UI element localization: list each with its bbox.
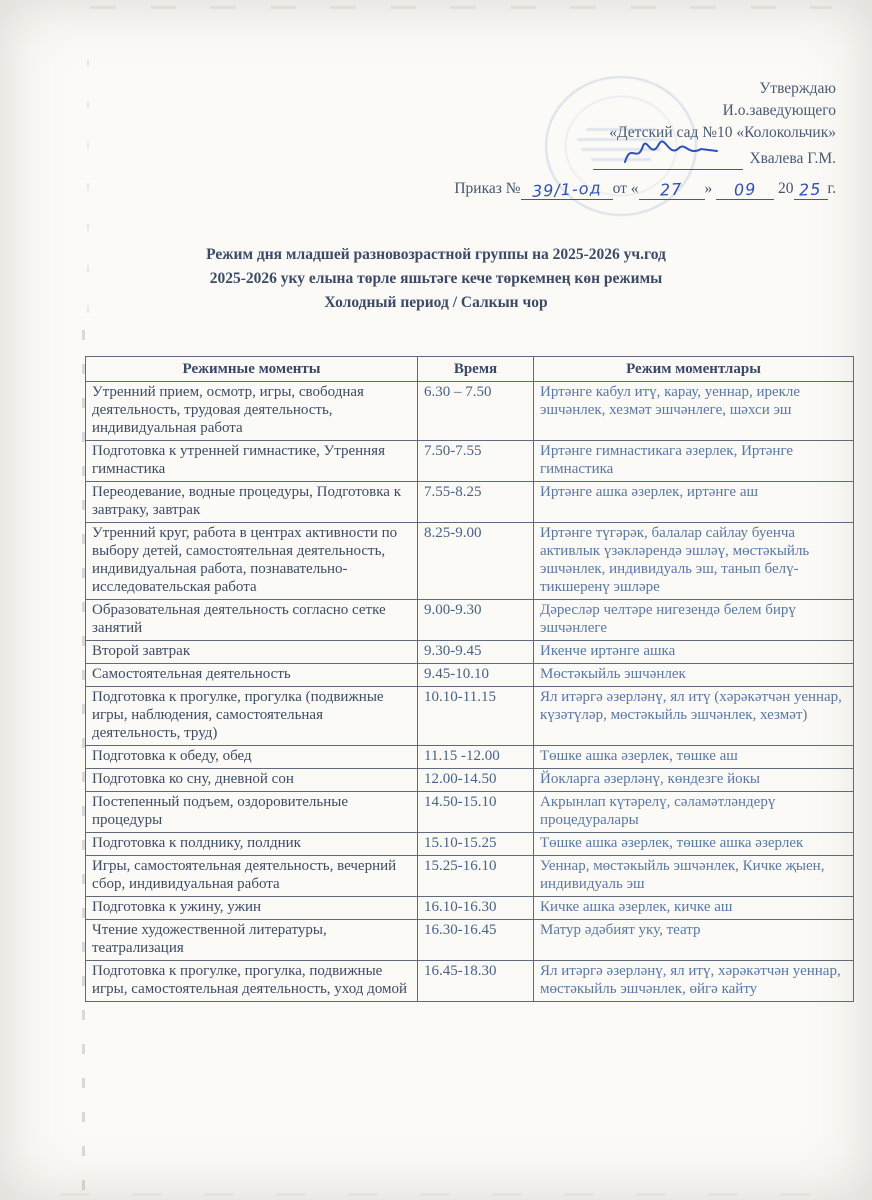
daily-schedule-table [85,356,854,1002]
time-cell: 9.30-9.45 [418,641,534,664]
approval-block [454,78,836,200]
signature-line [454,148,836,170]
order-ot: от « [612,180,639,197]
time-cell: 16.10-16.30 [418,897,534,920]
tatar-cell: Икенче иртәнге ашка [534,641,854,664]
time-cell: 11.15 -12.00 [418,746,534,769]
signature-blank [593,150,743,170]
time-cell: 9.00-9.30 [418,600,534,641]
header-activities: Режимные моменты [86,357,418,382]
time-cell: 6.30 – 7.50 [418,382,534,441]
table-row [86,856,854,897]
tatar-cell: Иртәнге гимнастикага әзерлек, Иртәнге гимнастика [534,441,854,482]
tatar-cell: Уеннар, мөстәкыйль эшчәнлек, Кичке җыен, индивидуаль эш [534,856,854,897]
schedule-table-body [86,382,854,1002]
activity-cell: Чтение художественной литературы, театрализация [86,920,418,961]
document-title [60,243,812,315]
time-cell: 7.55-8.25 [418,482,534,523]
activity-cell: Подготовка к ужину, ужин [86,897,418,920]
activity-cell: Утренний прием, осмотр, игры, свободная деятельность, трудовая деятельность, индивидуальная работа [86,382,418,441]
title-line-3: Холодный период / Салкын чор [324,294,548,311]
table-row [86,523,854,600]
time-cell: 16.45-18.30 [418,961,534,1002]
table-row [86,897,854,920]
tatar-cell: Мөстәкыйль эшчәнлек [534,664,854,687]
time-cell: 15.10-15.25 [418,833,534,856]
table-row [86,600,854,641]
tatar-cell: Иртәнге кабул итү, карау, уеннар, ирекле эшчәнлек, хезмәт эшчәнлеге, шәхси эш [534,382,854,441]
title-line-1: Режим дня младшей разновозрастной группы на 2025-2026 уч.год [206,246,666,263]
activity-cell: Второй завтрак [86,641,418,664]
order-suffix: г. [827,180,836,197]
tatar-cell: Матур әдәбият уку, театр [534,920,854,961]
order-prefix: Приказ № [454,180,521,197]
tatar-cell: Иртәнге түгәрәк, балалар сайлау буенча активлык үзәкләрендә эшләү, мөстәкыйль эшчәнлек, индивидуаль эш, танып белү-тикшеренү эшләре [534,523,854,600]
table-row [86,961,854,1002]
order-close-quote: » [704,180,713,197]
table-header-row [86,357,854,382]
tatar-cell: Ял итәргә әзерләнү, ял итү, хәрәкәтчән уеннар, мөстәкыйль эшчәнлек, өйгә кайту [534,961,854,1002]
organization-name: «Детский сад №10 «Колокольчик» [609,124,836,141]
approver-position: И.о.заведующего [722,102,836,119]
time-cell: 8.25-9.00 [418,523,534,600]
table-row [86,664,854,687]
order-number-handwritten: 39/1-од [531,178,602,201]
activity-cell: Игры, самостоятельная деятельность, вечерний сбор, индивидуальная работа [86,856,418,897]
table-row [86,792,854,833]
table-row [86,441,854,482]
tatar-cell: Дәресләр челтәре нигезендә белем бирү эшчәнлеге [534,600,854,641]
tatar-cell: Төшке ашка әзерлек, төшке аш [534,746,854,769]
time-cell: 15.25-16.10 [418,856,534,897]
order-month-blank [716,180,774,200]
time-cell: 12.00-14.50 [418,769,534,792]
activity-cell: Образовательная деятельность согласно сетке занятий [86,600,418,641]
table-row [86,482,854,523]
activity-cell: Подготовка к прогулке, прогулка, подвижные игры, самостоятельная деятельность, уход домой [86,961,418,1002]
table-row [86,382,854,441]
time-cell: 9.45-10.10 [418,664,534,687]
time-cell: 10.10-11.15 [418,687,534,746]
scan-artifact-top-edge [90,6,832,9]
time-cell: 7.50-7.55 [418,441,534,482]
time-cell: 14.50-15.10 [418,792,534,833]
tatar-cell: Төшке ашка әзерлек, төшке ашка әзерлек [534,833,854,856]
tatar-cell: Йокларга әзерләнү, көндезге йокы [534,769,854,792]
activity-cell: Постепенный подъем, оздоровительные процедуры [86,792,418,833]
order-year-prefix: 20 [778,180,794,197]
table-row [86,746,854,769]
table-row [86,687,854,746]
tatar-cell: Ял итәргә әзерләнү, ял итү (хәрәкәтчән уеннар, күзәтүләр, мөстәкыйль эшчәнлек, хезмәт) [534,687,854,746]
activity-cell: Утренний круг, работа в центрах активности по выбору детей, самостоятельная деятельность, индивидуальная работа, познавательно-исследовательская работа [86,523,418,600]
header-time: Время [418,357,534,382]
activity-cell: Подготовка ко сну, дневной сон [86,769,418,792]
tatar-cell: Кичке ашка әзерлек, кичке аш [534,897,854,920]
activity-cell: Переодевание, водные процедуры, Подготовка к завтраку, завтрак [86,482,418,523]
activity-cell: Подготовка к обеду, обед [86,746,418,769]
tatar-cell: Акрынлап күтәрелү, сәламәтләндерү процедуралары [534,792,854,833]
activity-cell: Подготовка к утренней гимнастике, Утренняя гимнастика [86,441,418,482]
table-row [86,769,854,792]
order-year-handwritten: 25 [798,179,823,200]
activity-cell: Подготовка к полднику, полдник [86,833,418,856]
tatar-cell: Иртәнге ашка әзерлек, иртәнге аш [534,482,854,523]
order-year-blank [794,180,828,200]
order-day-blank [639,180,705,200]
table-row [86,833,854,856]
activity-cell: Самостоятельная деятельность [86,664,418,687]
time-cell: 16.30-16.45 [418,920,534,961]
title-line-2: 2025-2026 уку елына төрле яшьтәге кече төркемнең көн режимы [209,270,663,287]
order-day-handwritten: 27 [659,179,684,200]
table-row [86,641,854,664]
scan-artifact-bottom-edge [60,1193,832,1196]
header-tatar: Режим моментлары [534,357,854,382]
order-month-handwritten: 09 [733,179,757,200]
activity-cell: Подготовка к прогулке, прогулка (подвижные игры, наблюдения, самостоятельная деятельность, труд) [86,687,418,746]
table-row [86,920,854,961]
handwritten-signature [621,134,721,168]
approval-word: Утверждаю [759,80,836,97]
approver-name: Хвалева Г.М. [749,150,836,167]
order-line [454,178,836,200]
order-number-blank [521,180,613,200]
